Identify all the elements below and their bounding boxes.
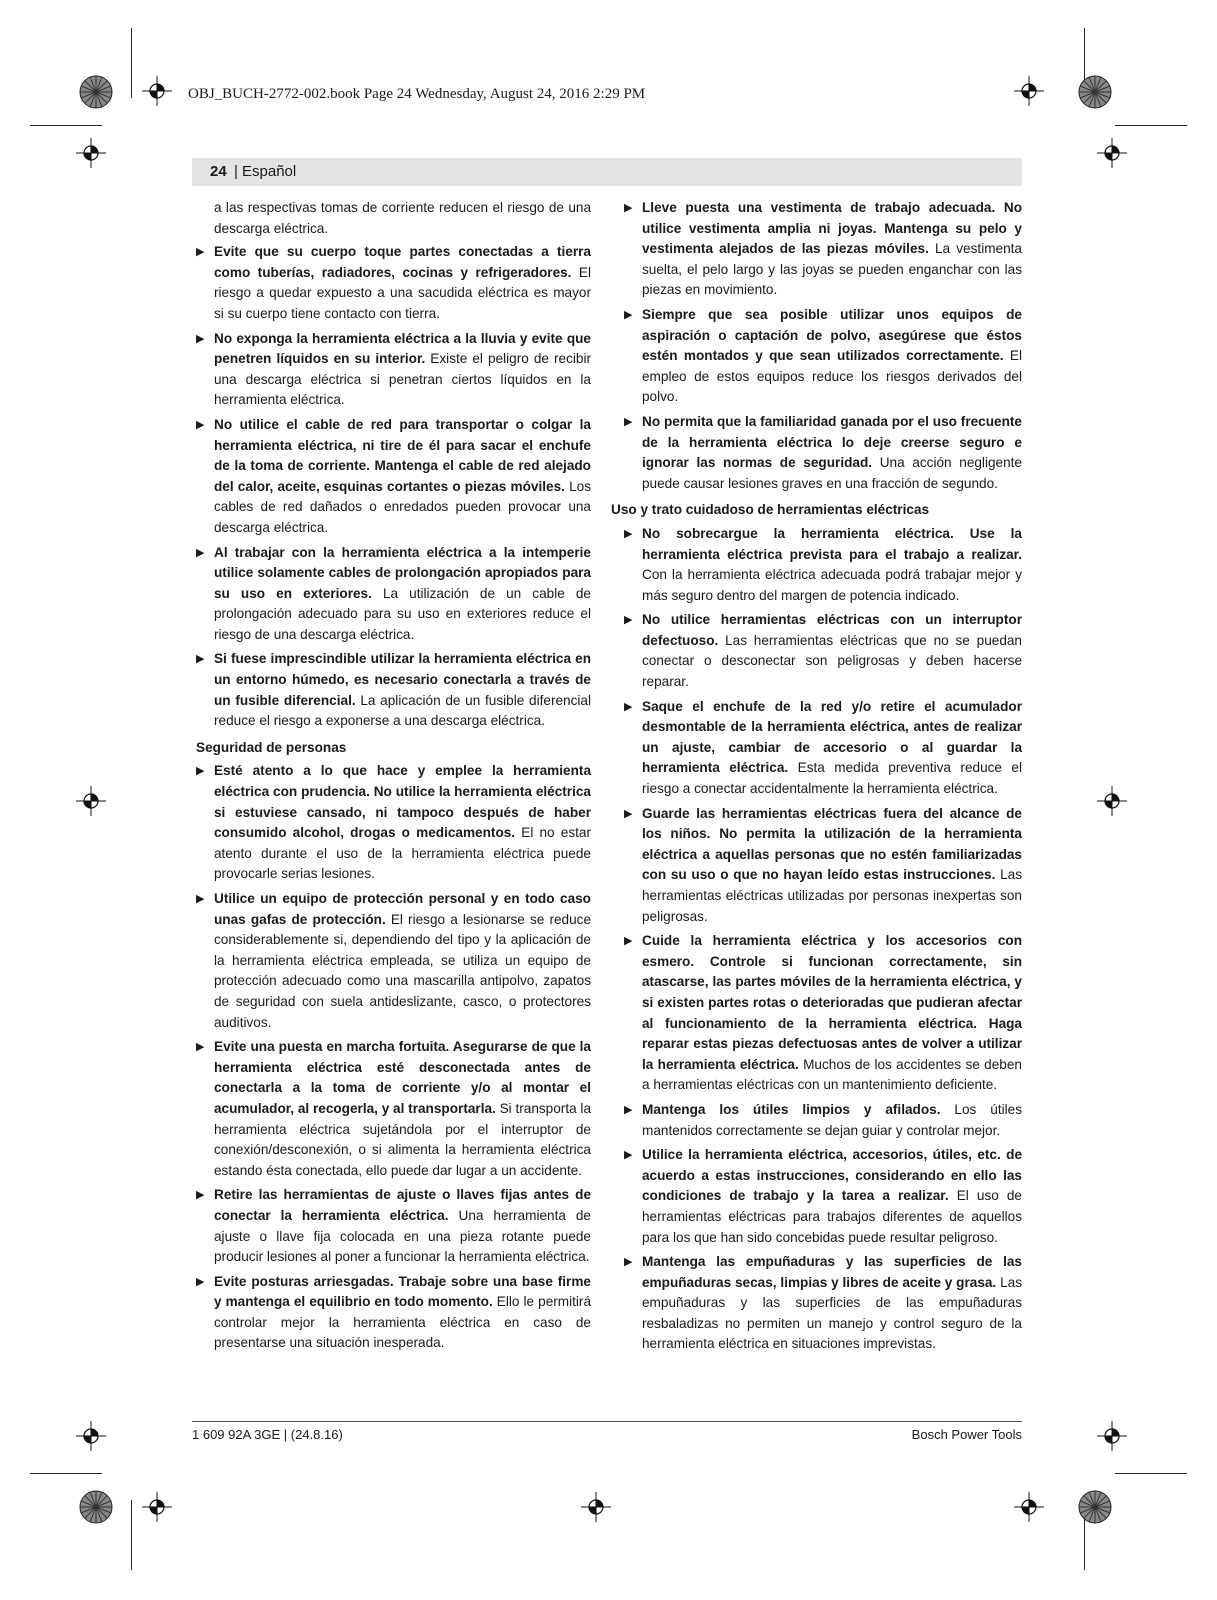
item-instruction: Esté atento a lo que hace y emplee la herramienta eléctrica con prudencia. No utilice la herramienta eléctrica si estuviese cansado, ni tampoco después de haber consumido alcohol, drogas o medicamentos. — [214, 763, 591, 841]
registration-mark-icon — [1014, 76, 1044, 106]
item-instruction: Evite una puesta en marcha fortuita. Asegurarse de que la herramienta eléctrica esté desconectada antes de conectarla a la toma de corriente y/o al montar el acumulador, al recogerla, y al transportarla. — [214, 1039, 591, 1116]
star-target-icon — [1078, 75, 1112, 109]
item-instruction: Siempre que sea posible utilizar unos equipos de aspiración o captación de polvo, asegúrese que éstos estén montados y que sean utilizados correctamente. — [642, 306, 1022, 364]
item-explanation: El empleo de estos equipos reduce los riesgos derivados del polvo. — [642, 348, 1023, 405]
item-instruction: Mantenga los útiles limpios y afilados. — [642, 1101, 941, 1117]
item-explanation: El no estar atento durante el uso de la herramienta eléctrica puede provocarle serias lesiones. — [214, 825, 591, 882]
item-explanation: El uso de herramientas eléctricas para trabajos diferentes de aquellos para los que han sido concebidas puede resultar peligroso. — [642, 1188, 1022, 1245]
bullet-arrow-icon: ▶ — [624, 1149, 633, 1162]
item-instruction: Retire las herramientas de ajuste o llaves fijas antes de conectar la herramienta eléctrica. — [214, 1187, 591, 1223]
bullet-arrow-icon: ▶ — [624, 527, 633, 540]
bullet-arrow-icon: ▶ — [196, 332, 205, 345]
right-column — [611, 198, 1023, 1359]
bullet-arrow-icon: ▶ — [624, 202, 633, 214]
item-explanation: Una acción negligente puede causar lesiones graves en una fracción de segundo. — [642, 455, 1022, 491]
safety-list-item — [624, 931, 1022, 1096]
left-list-b — [196, 761, 591, 1354]
item-explanation: La utilización de un cable de prolongación adecuado para su uso en exteriores reduce el riesgo de una descarga eléctrica. — [214, 585, 591, 642]
bullet-arrow-icon: ▶ — [196, 246, 205, 259]
star-target-icon — [1078, 1490, 1112, 1524]
registration-mark-icon — [581, 1492, 611, 1522]
item-explanation: Las herramientas eléctricas utilizadas por personas inexpertas son peligrosas. — [642, 867, 1022, 924]
safety-list-item — [196, 649, 591, 731]
item-instruction: Utilice la herramienta eléctrica, accesorios, útiles, etc. de acuerdo a estas instrucciones, considerando en ello las condiciones de trabajo y la tarea a realizar. — [642, 1147, 1022, 1204]
item-explanation: La vestimenta suelta, el pelo largo y las joyas se pueden enganchar con las piezas en movimiento. — [642, 241, 1022, 298]
registration-mark-icon — [76, 1421, 106, 1451]
safety-list-item — [196, 889, 591, 1033]
item-explanation: Los útiles mantenidos correctamente se dejan guiar y controlar mejor. — [642, 1101, 1022, 1138]
crop-mark — [1115, 125, 1187, 126]
bullet-arrow-icon: ▶ — [196, 418, 205, 431]
crop-mark — [131, 1500, 132, 1570]
item-explanation: El riesgo a lesionarse se reduce considerablemente si, dependiendo del tipo y la aplicación de la herramienta eléctrica empleada, se utiliza un equipo de protección adecuado como una mascarilla antipolvo, zapatos de seguridad con suela antideslizante, casco, o protectores auditivos. — [214, 911, 592, 1030]
crop-mark — [30, 1473, 102, 1474]
right-list-b — [624, 524, 1022, 1355]
bullet-arrow-icon: ▶ — [196, 765, 205, 778]
safety-list-item — [196, 1272, 591, 1354]
crop-mark — [1115, 1473, 1187, 1474]
safety-list-item — [624, 198, 1022, 301]
item-instruction: Mantenga las empuñaduras y las superficies de las empuñaduras secas, limpias y libres de aceite y grasa. — [642, 1254, 1022, 1290]
item-explanation: Con la herramienta eléctrica adecuada podrá trabajar mejor y más seguro dentro del margen de potencia indicado. — [642, 567, 1022, 603]
bullet-arrow-icon: ▶ — [624, 308, 633, 321]
item-instruction: Lleve puesta una vestimenta de trabajo adecuada. No utilice vestimenta amplia ni joyas. Mantenga su pelo y vestimenta alejados de las piezas móviles. — [642, 200, 1022, 257]
safety-list-item — [196, 329, 591, 411]
item-explanation: Existe el peligro de recibir una descarga eléctrica si penetran ciertos líquidos en la herramienta eléctrica. — [214, 351, 592, 408]
item-instruction: Utilice un equipo de protección personal y en todo caso unas gafas de protección. — [214, 891, 591, 927]
item-instruction: Evite que su cuerpo toque partes conectadas a tierra como tuberías, radiadores, cocinas y refrigeradores. — [214, 244, 591, 280]
intro-continuation: a las respectivas tomas de corriente reducen el riesgo de una descarga eléctrica. — [214, 200, 591, 236]
bullet-arrow-icon: ▶ — [624, 700, 633, 713]
item-explanation: Las empuñaduras y las superficies de las empuñaduras resbaladizas no permiten un manejo y control seguro de la herramienta eléctrica en situaciones imprevistas. — [642, 1274, 1022, 1352]
footer-rule — [192, 1421, 1022, 1422]
bullet-arrow-icon: ▶ — [196, 893, 205, 905]
star-target-icon — [79, 75, 113, 109]
safety-list-item — [624, 524, 1022, 606]
item-instruction: Al trabajar con la herramienta eléctrica a la intemperie utilice solamente cables de prolongación apropiados para su uso en exteriores. — [214, 544, 591, 601]
item-instruction: Cuide la herramienta eléctrica y los accesorios con esmero. Controle si funcionan correctamente, sin atascarse, las partes móviles de la herramienta eléctrica, y si existen partes rotas o deterioradas que pudieran afectar al funcionamiento de la herramienta eléctrica. Haga reparar estas piezas defectuosas antes de volver a utilizar la herramienta eléctrica. — [642, 933, 1022, 1072]
bullet-arrow-icon: ▶ — [196, 653, 205, 666]
item-instruction: No utilice el cable de red para transportar o colgar la herramienta eléctrica, ni tire de él para sacar el enchufe de la toma de corriente. Mantenga el cable de red alejado del calor, aceite, esquinas cortantes o piezas móviles. — [214, 416, 591, 494]
registration-mark-icon — [1097, 786, 1127, 816]
registration-mark-icon — [1097, 138, 1127, 168]
registration-mark-icon — [1014, 1492, 1044, 1522]
item-instruction: Evite posturas arriesgadas. Trabaje sobre una base firme y mantenga el equilibrio en todo momento. — [214, 1273, 591, 1310]
bullet-arrow-icon: ▶ — [624, 1256, 633, 1269]
registration-mark-icon — [142, 76, 172, 106]
item-explanation: Si transporta la herramienta eléctrica sujetándola por el interruptor de conexión/desconexión, o si alimenta la herramienta eléctrica estando ésta conectada, ello puede dar lugar a un accidente. — [214, 1100, 592, 1178]
item-instruction: Si fuese imprescindible utilizar la herramienta eléctrica en un entorno húmedo, es necesario conectarla a través de un fusible diferencial. — [214, 651, 591, 708]
item-explanation: Las herramientas eléctricas que no se puedan conectar o desconectar son peligrosas y deben hacerse reparar. — [642, 632, 1022, 690]
item-explanation: Esta medida preventiva reduce el riesgo a conectar accidentalmente la herramienta eléctrica. — [642, 760, 1022, 797]
star-target-icon — [79, 1490, 113, 1524]
item-instruction: Saque el enchufe de la red y/o retire el acumulador desmontable de la herramienta eléctrica, antes de realizar un ajuste, cambiar de accesorio o al guardar la herramienta eléctrica. — [642, 698, 1022, 776]
safety-list-item — [624, 412, 1022, 494]
safety-list-item — [196, 761, 591, 885]
header-separator: | — [234, 163, 238, 180]
item-instruction: No permita que la familiaridad ganada por el uso frecuente de la herramienta eléctrica lo deje creerse seguro e ignorar las normas de seguridad. — [642, 413, 1022, 471]
safety-list-item — [624, 804, 1022, 928]
registration-mark-icon — [76, 786, 106, 816]
safety-list-item — [624, 1100, 1022, 1141]
footer-brand: Bosch Power Tools — [911, 1427, 1022, 1442]
item-instruction: Guarde las herramientas eléctricas fuera del alcance de los niños. No permita la utilización de la herramienta eléctrica a aquellas personas que no estén familiarizadas con su uso o que no hayan leído estas instrucciones. — [642, 805, 1022, 883]
bullet-arrow-icon: ▶ — [624, 935, 633, 948]
safety-list-item — [196, 415, 591, 539]
safety-list-item — [196, 242, 591, 324]
section-title-personal-safety: Seguridad de personas — [196, 739, 347, 755]
bullet-arrow-icon: ▶ — [196, 1275, 205, 1288]
page-header-bar — [192, 158, 1022, 186]
safety-list-item — [196, 543, 591, 646]
item-explanation: Muchos de los accidentes se deben a herramientas eléctricas con un mantenimiento deficiente. — [642, 1056, 1022, 1093]
page-language: Español — [242, 163, 297, 180]
footer-doc-code: 1 609 92A 3GE | (24.8.16) — [192, 1427, 343, 1442]
bullet-arrow-icon: ▶ — [624, 415, 633, 428]
item-explanation: Ello le permitirá controlar mejor la herramienta eléctrica en caso de presentarse una situación inesperada. — [214, 1294, 592, 1351]
safety-list-item — [624, 305, 1022, 408]
registration-mark-icon — [1097, 1421, 1127, 1451]
item-instruction: No utilice herramientas eléctricas con un interruptor defectuoso. — [642, 612, 1022, 648]
left-list-a — [196, 242, 591, 732]
item-explanation: El riesgo a quedar expuesto a una sacudida eléctrica es mayor si su cuerpo tiene contacto con tierra. — [214, 264, 591, 321]
bullet-arrow-icon: ▶ — [624, 1103, 633, 1116]
bullet-arrow-icon: ▶ — [196, 1041, 205, 1054]
item-explanation: La aplicación de un fusible diferencial reduce el riesgo a exponerse a una descarga eléctrica. — [214, 692, 591, 729]
item-instruction: No exponga la herramienta eléctrica a la lluvia y evite que penetren líquidos en su interior. — [214, 330, 591, 367]
crop-mark — [30, 125, 102, 126]
bullet-arrow-icon: ▶ — [196, 1189, 205, 1202]
safety-list-item — [624, 610, 1022, 692]
left-column — [196, 198, 591, 1358]
item-explanation: Los cables de red dañados o enredados pueden provocar una descarga eléctrica. — [214, 478, 591, 535]
item-explanation: Una herramienta de ajuste o llave fija colocada en una pieza rotante puede producir lesiones al poner a funcionar la herramienta eléctrica. — [214, 1207, 591, 1265]
registration-mark-icon — [76, 138, 106, 168]
bullet-arrow-icon: ▶ — [196, 546, 205, 559]
page-number: 24 — [210, 163, 227, 180]
print-header: OBJ_BUCH-2772-002.book Page 24 Wednesday, August 24, 2016 2:29 PM — [188, 86, 646, 102]
item-instruction: No sobrecargue la herramienta eléctrica. Use la herramienta eléctrica prevista para el trabajo a realizar. — [642, 525, 1022, 562]
registration-mark-icon — [142, 1492, 172, 1522]
crop-mark — [131, 28, 132, 98]
bullet-arrow-icon: ▶ — [624, 614, 633, 627]
safety-list-item — [624, 697, 1022, 800]
right-list-a — [624, 198, 1022, 494]
safety-list-item — [196, 1037, 591, 1181]
safety-list-item — [196, 1185, 591, 1267]
safety-list-item — [624, 1145, 1022, 1248]
section-title-tool-care: Uso y trato cuidadoso de herramientas eléctricas — [611, 502, 930, 518]
safety-list-item — [624, 1252, 1022, 1355]
bullet-arrow-icon: ▶ — [624, 807, 633, 820]
